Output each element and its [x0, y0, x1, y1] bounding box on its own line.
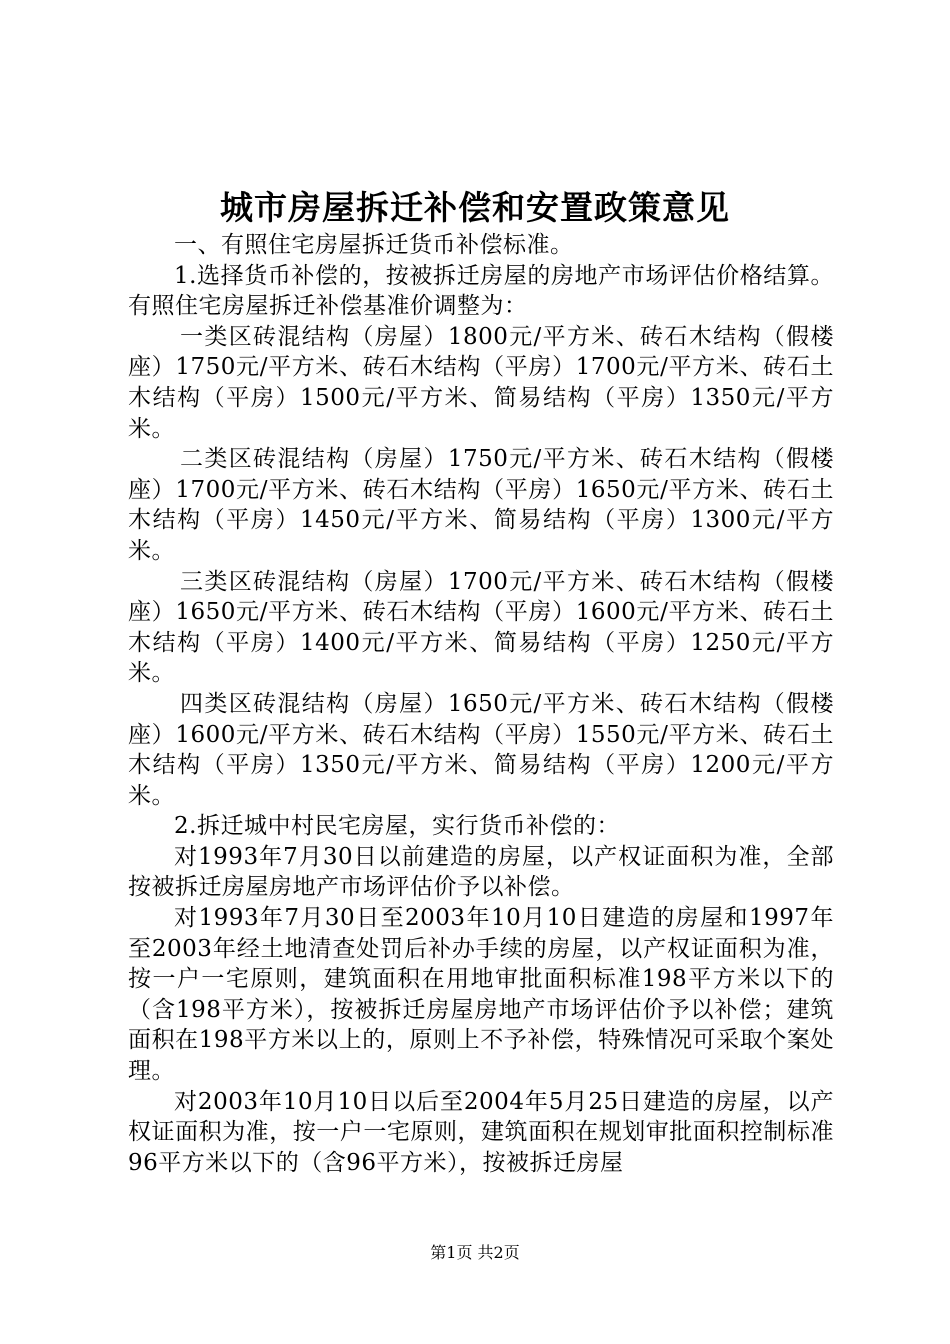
paragraph-zone-2: 二类区砖混结构（房屋）1750元/平方米、砖石木结构（假楼座）1700元/平方米、砖石木结构（平房）1650元/平方米、砖石土木结构（平房）1450元/平方米、简易结构（平房）1300元/平方米。: [128, 446, 834, 564]
paragraph-zone-4: 四类区砖混结构（房屋）1650元/平方米、砖石木结构（假楼座）1600元/平方米、砖石木结构（平房）1550元/平方米、砖石土木结构（平房）1350元/平方米、简易结构（平房）1200元/平方米。: [128, 690, 834, 809]
document-title: 城市房屋拆迁补偿和安置政策意见: [220, 188, 730, 227]
paragraph-item-1: 1.选择货币补偿的，按被拆迁房屋的房地产市场评估价格结算。有照住宅房屋拆迁补偿基准价调整为：: [128, 262, 834, 320]
paragraph-item-2: 2.拆迁城中村民宅房屋，实行货币补偿的：: [174, 813, 620, 840]
paragraph-2003-2004: 对2003年10月10日以后至2004年5月25日建造的房屋，以产权证面积为准，按一户一宅原则，建筑面积在规划审批面积控制标准96平方米以下的（含96平方米），按被拆迁房屋: [128, 1088, 834, 1176]
paragraph-zone-3: 三类区砖混结构（房屋）1700元/平方米、砖石木结构（假楼座）1650元/平方米、砖石木结构（平房）1600元/平方米、砖石土木结构（平房）1400元/平方米、简易结构（平房）1250元/平方米。: [128, 568, 834, 687]
section-heading: 一、有照住宅房屋拆迁货币补偿标准。: [174, 232, 574, 258]
page-footer: 第1页 共2页: [430, 1243, 520, 1262]
document-body: [128, 230, 834, 1178]
paragraph-before-1993: 对1993年7月30日以前建造的房屋，以产权证面积为准，全部按被拆迁房屋房地产市场评估价予以补偿。: [128, 843, 834, 901]
paragraph-zone-1: 一类区砖混结构（房屋）1800元/平方米、砖石木结构（假楼座）1750元/平方米、砖石木结构（平房）1700元/平方米、砖石土木结构（平房）1500元/平方米、简易结构（平房）1350元/平方米。: [128, 323, 834, 442]
paragraph-1993-2003: 对1993年7月30日至2003年10月10日建造的房屋和1997年至2003年经土地清查处罚后补办手续的房屋，以产权证面积为准，按一户一宅原则，建筑面积在用地审批面积标准198平方米以下的（含198平方米），按被拆迁房屋房地产市场评估价予以补偿；建筑面积在198平方米以上的，原则上不予补偿，特殊情况可采取个案处理。: [128, 905, 834, 1085]
